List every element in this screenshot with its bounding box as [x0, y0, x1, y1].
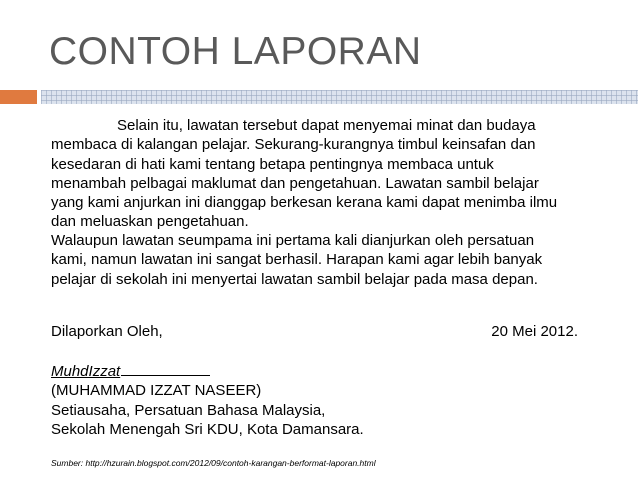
- reported-by-label: Dilaporkan Oleh,: [51, 323, 163, 340]
- paragraph-line: pelajar di sekolah ini menyertai lawatan sambil belajar pada masa depan.: [51, 270, 538, 288]
- paragraph-line: menambah pelbagai maklumat dan pengetahuan. Lawatan sambil belajar: [51, 174, 539, 192]
- paragraph-line: membaca di kalangan pelajar. Sekurang-kurangnya timbul keinsafan dan: [51, 136, 536, 154]
- paragraph-line: kesedaran di hati kami tentang betapa pentingnya membaca untuk: [51, 155, 494, 173]
- paragraph-line: Selain itu, lawatan tersebut dapat menyemai minat dan budaya: [117, 117, 536, 134]
- paragraph-line: kami, namun lawatan ini sangat berhasil. Harapan kami agar lebih banyak: [51, 251, 543, 269]
- signer-position: Setiausaha, Persatuan Bahasa Malaysia,: [51, 401, 326, 419]
- report-paragraph-2: [51, 231, 626, 289]
- report-paragraph-1: [51, 116, 626, 232]
- slide-title: CONTOH LAPORAN: [49, 30, 422, 73]
- signature-block: [51, 360, 364, 439]
- signer-name: (MUHAMMAD IZZAT NASEER): [51, 382, 262, 400]
- signature: MuhdIzzat: [51, 363, 121, 380]
- accent-bar: [0, 90, 37, 104]
- decorative-grid-band: [41, 90, 638, 104]
- signature-underline: [121, 360, 210, 376]
- paragraph-line: dan meluaskan pengetahuan.: [51, 213, 249, 231]
- signoff-row: [51, 322, 578, 341]
- report-date: 20 Mei 2012.: [491, 323, 578, 340]
- paragraph-line: yang kami anjurkan ini dianggap berkesan kerana kami dapat menimba ilmu: [51, 194, 558, 212]
- source-citation: Sumber: http://hzurain.blogspot.com/2012/09/contoh-karangan-berformat-laporan.html: [51, 458, 376, 468]
- signer-school: Sekolah Menengah Sri KDU, Kota Damansara.: [51, 420, 364, 438]
- signature-line: [51, 360, 364, 381]
- paragraph-line: Walaupun lawatan seumpama ini pertama kali dianjurkan oleh persatuan: [51, 232, 535, 249]
